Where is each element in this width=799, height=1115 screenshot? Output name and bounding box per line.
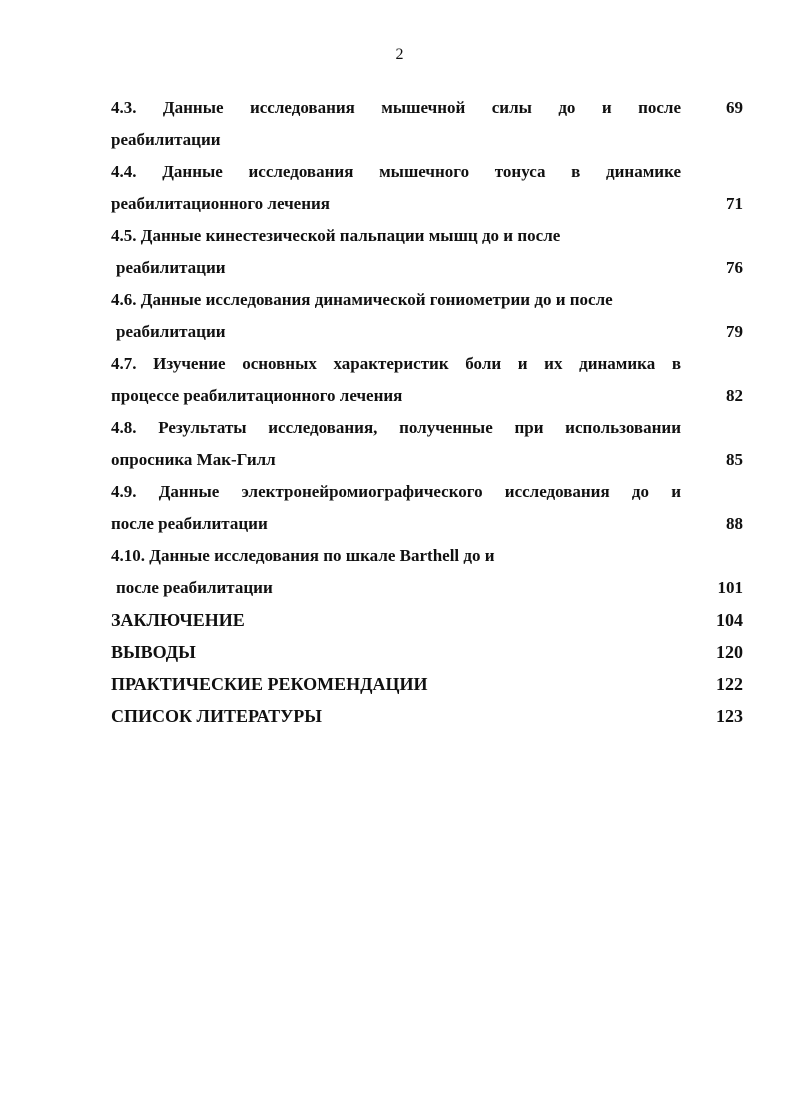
toc-entry-title-continuation: реабилитации: [111, 130, 221, 149]
toc-entry-title: 4.7. Изучение основных характеристик боли и их динамика в: [111, 354, 681, 373]
toc-section-title: ВЫВОДЫ: [111, 642, 196, 662]
toc-entry-title: 4.10. Данные исследования по шкале Barthell до и: [111, 546, 495, 565]
toc-entry-title-continuation: опросника Мак-Гилл: [111, 450, 276, 469]
toc-entry-title: 4.3. Данные исследования мышечной силы до и после: [111, 98, 681, 117]
toc-entry-title-continuation: после реабилитации: [116, 578, 273, 597]
toc-entry-title: 4.6. Данные исследования динамической гониометрии до и после: [111, 290, 613, 309]
toc-entry-page: 101: [717, 578, 743, 597]
toc-entry-page: 76: [726, 258, 743, 277]
toc-entry-page: 69: [726, 98, 743, 117]
toc-section-title: ПРАКТИЧЕСКИЕ РЕКОМЕНДАЦИИ: [111, 674, 428, 694]
toc-entry-4-7: [111, 348, 743, 412]
toc-section-page: 123: [716, 706, 743, 726]
toc-section-title: СПИСОК ЛИТЕРАТУРЫ: [111, 706, 322, 726]
table-of-contents: [111, 92, 743, 732]
toc-entry-title: 4.5. Данные кинестезической пальпации мышц до и после: [111, 226, 561, 245]
toc-entry-title-continuation: процессе реабилитационного лечения: [111, 386, 403, 405]
toc-entry-page: 79: [726, 322, 743, 341]
toc-section-page: 104: [716, 610, 743, 630]
toc-entry-4-10: [111, 540, 743, 604]
toc-entry-title: 4.8. Результаты исследования, полученные при использовании: [111, 418, 681, 437]
toc-entry-4-3: [111, 92, 743, 156]
toc-entry-4-6: [111, 284, 743, 348]
toc-entry-title: 4.4. Данные исследования мышечного тонуса в динамике: [111, 162, 681, 181]
toc-entry-page: 82: [726, 386, 743, 405]
toc-entry-page: 85: [726, 450, 743, 469]
toc-entry-title-continuation: реабилитационного лечения: [111, 194, 330, 213]
page-number: 2: [395, 46, 404, 63]
toc-section-conclusion: [111, 604, 743, 636]
toc-entry-title-continuation: реабилитации: [116, 322, 226, 341]
toc-entry-title-continuation: реабилитации: [116, 258, 226, 277]
toc-entry-4-8: [111, 412, 743, 476]
toc-entry-4-9: [111, 476, 743, 540]
toc-section-references: [111, 700, 743, 732]
toc-entry-title: 4.9. Данные электронейромиографического исследования до и: [111, 482, 681, 501]
toc-entry-4-4: [111, 156, 743, 220]
toc-section-page: 122: [716, 674, 743, 694]
toc-entry-page: 71: [726, 194, 743, 213]
toc-entry-page: 88: [726, 514, 743, 533]
toc-entry-4-5: [111, 220, 743, 284]
toc-section-recommendations: [111, 668, 743, 700]
toc-section-page: 120: [716, 642, 743, 662]
toc-section-findings: [111, 636, 743, 668]
toc-entry-title-continuation: после реабилитации: [111, 514, 268, 533]
toc-section-title: ЗАКЛЮЧЕНИЕ: [111, 610, 245, 630]
